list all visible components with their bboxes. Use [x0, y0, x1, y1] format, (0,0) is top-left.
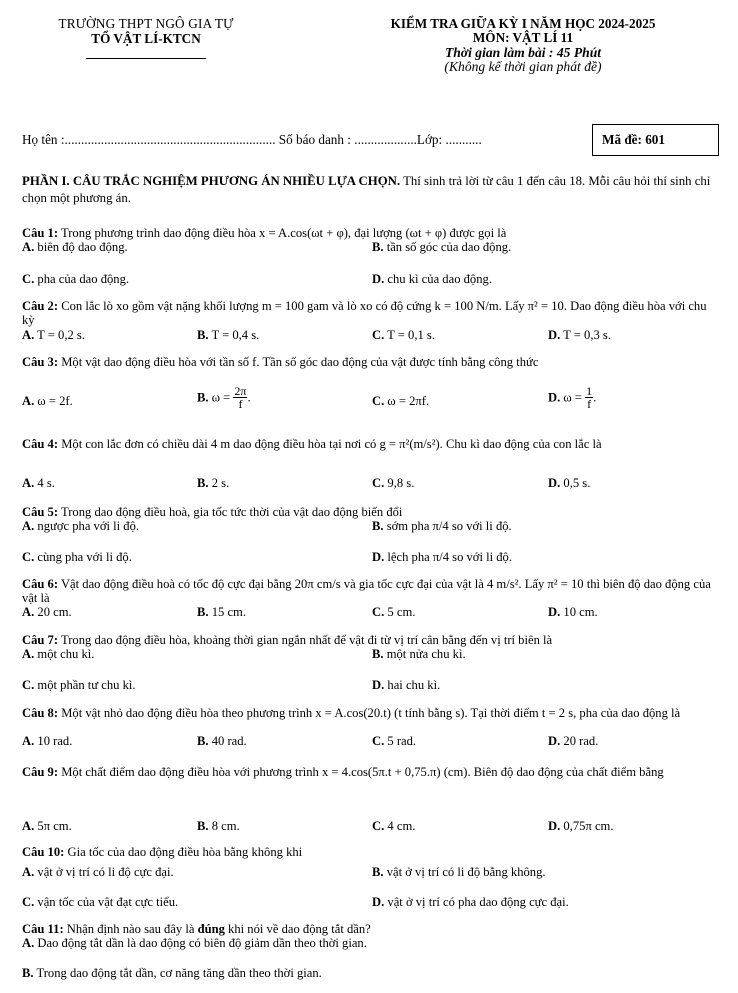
name-field[interactable]: ................................................................: [64, 132, 276, 147]
option-letter: C.: [372, 734, 385, 748]
option-letter: B.: [372, 647, 384, 661]
option-letter: D.: [548, 390, 561, 405]
exam-title: KIỂM TRA GIỮA KỲ I NĂM HỌC 2024-2025: [390, 16, 656, 31]
option-text: vật ở vị trí có li độ cực đại.: [37, 865, 174, 879]
option-a[interactable]: [22, 936, 367, 950]
question-text: Gia tốc của dao động điều hòa bằng không khi: [64, 845, 303, 859]
option-letter: B.: [197, 734, 209, 748]
option-text: 0,5 s.: [563, 476, 591, 490]
option-d[interactable]: [548, 328, 611, 342]
option-letter: D.: [548, 476, 561, 490]
option-a[interactable]: [22, 240, 128, 254]
question-label: Câu 1:: [22, 226, 59, 240]
question-text: Một vật dao động điều hòa với tần số f. Tần số góc dao động của vật được tính bằng công thức: [58, 355, 539, 369]
class-field[interactable]: ...........: [445, 132, 482, 147]
option-letter: A.: [22, 865, 35, 879]
option-d[interactable]: [548, 476, 590, 490]
option-letter: C.: [372, 476, 385, 490]
option-letter: B.: [197, 328, 209, 342]
option-text: T = 0,3 s.: [563, 328, 611, 342]
option-letter: C.: [372, 819, 385, 833]
option-text: 10 cm.: [563, 605, 598, 619]
option-text: 0,75π cm.: [563, 819, 614, 833]
part-title: [22, 173, 718, 207]
question-label: Câu 9:: [22, 765, 59, 779]
question-label: Câu 7:: [22, 633, 59, 647]
option-letter: B.: [372, 240, 384, 254]
option-c[interactable]: [22, 550, 132, 564]
option-letter: C.: [22, 895, 35, 909]
question-label: Câu 2:: [22, 299, 59, 313]
question-emphasis: đúng: [197, 922, 225, 936]
option-d[interactable]: [372, 678, 440, 692]
option-text: vật ở vị trí có pha dao động cực đại.: [387, 895, 569, 909]
option-a[interactable]: [22, 328, 85, 342]
option-b[interactable]: [372, 647, 466, 661]
option-letter: A.: [22, 819, 35, 833]
option-text: 40 rad.: [211, 734, 247, 748]
question-2: [22, 299, 722, 327]
option-letter: A.: [22, 605, 35, 619]
option-letter: D.: [372, 895, 385, 909]
option-text: ω = 2πf.: [387, 394, 430, 408]
option-text: vật ở vị trí có li độ bằng không.: [386, 865, 546, 879]
option-letter: D.: [548, 734, 561, 748]
option-letter: B.: [197, 819, 209, 833]
option-c[interactable]: [372, 328, 435, 342]
option-text: Dao động tắt dần là dao động có biên độ giảm dần theo thời gian.: [37, 936, 367, 950]
question-label: Câu 11:: [22, 922, 64, 936]
option-text: vận tốc của vật đạt cực tiểu.: [37, 895, 179, 909]
question-4: [22, 437, 722, 451]
option-text: 5π cm.: [37, 819, 72, 833]
option-d[interactable]: D. ω = $\frac{1}{f}$ .: [548, 384, 597, 411]
option-letter: D.: [372, 272, 385, 286]
fraction-1-over-f: $\frac{1}{f}$: [586, 384, 593, 411]
option-b[interactable]: [372, 865, 546, 879]
option-c[interactable]: [22, 678, 136, 692]
question-text: Trong dao động điều hòa, khoảng thời gian ngắn nhất để vật đi từ vị trí cân bằng đến vị trí biên là: [58, 633, 553, 647]
student-info-row: [22, 133, 482, 147]
option-letter: B.: [22, 966, 34, 980]
option-text: 20 cm.: [37, 605, 72, 619]
option-d[interactable]: [548, 819, 614, 833]
question-text: Một chất điểm dao động điều hòa với phương trình x = 4.cos(5π.t + 0,75.π) (cm). Biên độ dao động của chất điểm bằng: [58, 765, 664, 779]
option-b[interactable]: [197, 476, 229, 490]
option-d[interactable]: [372, 272, 492, 286]
option-c[interactable]: [372, 476, 414, 490]
option-c[interactable]: [22, 895, 178, 909]
option-b[interactable]: [22, 966, 322, 980]
omega-symbol: ω =: [563, 390, 582, 405]
option-text: 4 cm.: [387, 819, 416, 833]
option-text: 15 cm.: [211, 605, 246, 619]
exam-code-box: Mã đề: 601: [592, 124, 719, 156]
option-text: chu kì của dao động.: [387, 272, 492, 286]
option-c[interactable]: [372, 819, 415, 833]
question-label: Câu 5:: [22, 505, 59, 519]
option-letter: A.: [22, 394, 35, 408]
option-d[interactable]: [372, 895, 569, 909]
option-text: biên độ dao động.: [37, 240, 128, 254]
option-text: cùng pha với li độ.: [37, 550, 132, 564]
question-label: Câu 3:: [22, 355, 59, 369]
option-letter: A.: [22, 476, 35, 490]
option-b[interactable]: B. ω = $\frac{2\pi}{f}$ .: [197, 384, 251, 411]
option-text: lệch pha π/4 so với li độ.: [387, 550, 513, 564]
question-text: Con lắc lò xo gồm vật nặng khối lượng m = 100 gam và lò xo có độ cứng k = 100 N/m. Lấy π² = 10. Dao động điều hòa với chu kỳ: [22, 299, 707, 327]
option-text: T = 0,2 s.: [37, 328, 85, 342]
option-a[interactable]: [22, 865, 174, 879]
question-8: [22, 706, 722, 720]
question-9: [22, 765, 722, 779]
option-letter: C.: [22, 272, 35, 286]
option-c[interactable]: [372, 394, 429, 408]
omega-symbol: ω =: [211, 390, 231, 405]
id-field[interactable]: ...................: [354, 132, 417, 147]
question-3: [22, 355, 722, 369]
exam-note: (Không kể thời gian phát đề): [444, 59, 602, 74]
option-a[interactable]: [22, 394, 73, 408]
option-letter: C.: [372, 394, 385, 408]
option-b[interactable]: [372, 519, 512, 533]
option-letter: A.: [22, 936, 35, 950]
option-letter: B.: [197, 476, 209, 490]
option-a[interactable]: [22, 519, 139, 533]
option-letter: A.: [22, 734, 35, 748]
exam-duration: Thời gian làm bài : 45 Phút: [444, 45, 602, 60]
class-label: Lớp:: [416, 132, 443, 147]
option-text: tần số góc của dao động.: [386, 240, 512, 254]
option-text: Trong dao động tắt dần, cơ năng tăng dần theo thời gian.: [36, 966, 322, 980]
question-text: Nhận định nào sau đây là: [63, 922, 198, 936]
option-d[interactable]: [372, 550, 512, 564]
question-text: Một vật nhỏ dao động điều hòa theo phương trình x = A.cos(20.t) (t tính bằng s). Tại thời điểm t = 2 s, pha của dao động là: [58, 706, 681, 720]
option-text: 4 s.: [37, 476, 55, 490]
option-letter: B.: [197, 390, 209, 405]
option-letter: D.: [372, 678, 385, 692]
option-text: 9,8 s.: [387, 476, 415, 490]
option-text: T = 0,4 s.: [211, 328, 260, 342]
option-letter: B.: [372, 865, 384, 879]
option-letter: C.: [22, 678, 35, 692]
option-text: 5 cm.: [387, 605, 416, 619]
question-text: Vật dao động điều hoà có tốc độ cực đại bằng 20π cm/s và gia tốc cực đại của vật là 4 m/s². Lấy π² = 10 thì biên độ dao động của vật là: [22, 577, 711, 605]
question-label: Câu 8:: [22, 706, 59, 720]
option-letter: A.: [22, 240, 35, 254]
option-text: ngược pha với li độ.: [37, 519, 140, 533]
option-c[interactable]: [22, 272, 129, 286]
option-d[interactable]: [548, 734, 598, 748]
question-text: Một con lắc đơn có chiều dài 4 m dao động điều hòa tại nơi có g = π²(m/s²). Chu kì dao động của con lắc là: [58, 437, 602, 451]
option-a[interactable]: [22, 476, 55, 490]
option-b[interactable]: [197, 328, 259, 342]
option-letter: A.: [22, 328, 35, 342]
question-11: [22, 922, 722, 936]
option-b[interactable]: [197, 819, 240, 833]
part-instruction: Thí sinh trả lời từ câu 1 đến câu 18. Mỗi câu hỏi thí sinh chỉ chọn một phương án.: [22, 174, 711, 205]
option-text: một nửa chu kì.: [386, 647, 466, 661]
option-text: hai chu kì.: [387, 678, 441, 692]
option-letter: D.: [548, 605, 561, 619]
question-label: Câu 4:: [22, 437, 59, 451]
name-label: Họ tên :: [22, 132, 65, 147]
school-header: [30, 17, 262, 59]
option-b[interactable]: [197, 605, 246, 619]
option-letter: A.: [22, 519, 35, 533]
option-a[interactable]: [22, 647, 94, 661]
id-label: Số báo danh :: [278, 132, 351, 147]
option-letter: C.: [372, 328, 385, 342]
exam-header: [338, 17, 708, 74]
option-letter: A.: [22, 647, 35, 661]
question-7: [22, 633, 722, 647]
option-text: 8 cm.: [211, 819, 240, 833]
option-a[interactable]: [22, 734, 72, 748]
option-letter: C.: [372, 605, 385, 619]
question-label: Câu 6:: [22, 577, 59, 591]
option-text: 20 rad.: [563, 734, 599, 748]
option-text: 5 rad.: [387, 734, 417, 748]
question-6: [22, 577, 722, 605]
option-letter: C.: [22, 550, 35, 564]
fraction-2pi-over-f: $\frac{2\pi}{f}$: [234, 384, 247, 411]
exam-subject: MÔN: VẬT LÍ 11: [472, 30, 574, 45]
question-5: [22, 505, 722, 519]
option-text: 10 rad.: [37, 734, 73, 748]
option-b[interactable]: [372, 240, 511, 254]
option-d[interactable]: [548, 605, 598, 619]
question-10: [22, 845, 722, 859]
option-letter: B.: [372, 519, 384, 533]
option-letter: D.: [372, 550, 385, 564]
question-1: [22, 226, 722, 240]
option-letter: B.: [197, 605, 209, 619]
option-text: 2 s.: [211, 476, 230, 490]
header-rule: [86, 58, 206, 59]
option-c[interactable]: [372, 734, 416, 748]
option-letter: D.: [548, 328, 561, 342]
option-a[interactable]: [22, 819, 72, 833]
option-c[interactable]: [372, 605, 415, 619]
question-text: khi nói về dao động tắt dần?: [224, 922, 371, 936]
question-text: Trong phương trình dao động điều hòa x = A.cos(ωt + φ), đại lượng (ωt + φ) được gọi là: [58, 226, 507, 240]
question-label: Câu 10:: [22, 845, 65, 859]
option-text: sớm pha π/4 so với li độ.: [386, 519, 512, 533]
department-name: TỔ VẬT LÍ-KTCN: [91, 31, 201, 46]
question-text: Trong dao động điều hoà, gia tốc tức thời của vật dao động biến đổi: [58, 505, 403, 519]
option-text: một phần tư chu kì.: [37, 678, 136, 692]
option-a[interactable]: [22, 605, 72, 619]
option-text: ω = 2f.: [37, 394, 73, 408]
option-text: T = 0,1 s.: [387, 328, 435, 342]
option-b[interactable]: [197, 734, 247, 748]
part-title-heading: PHẦN I. CÂU TRẮC NGHIỆM PHƯƠNG ÁN NHIỀU LỰA CHỌN.: [22, 174, 401, 188]
option-text: pha của dao động.: [37, 272, 130, 286]
option-text: một chu kì.: [37, 647, 95, 661]
option-letter: D.: [548, 819, 561, 833]
school-name: TRƯỜNG THPT NGÔ GIA TỰ: [58, 16, 234, 31]
